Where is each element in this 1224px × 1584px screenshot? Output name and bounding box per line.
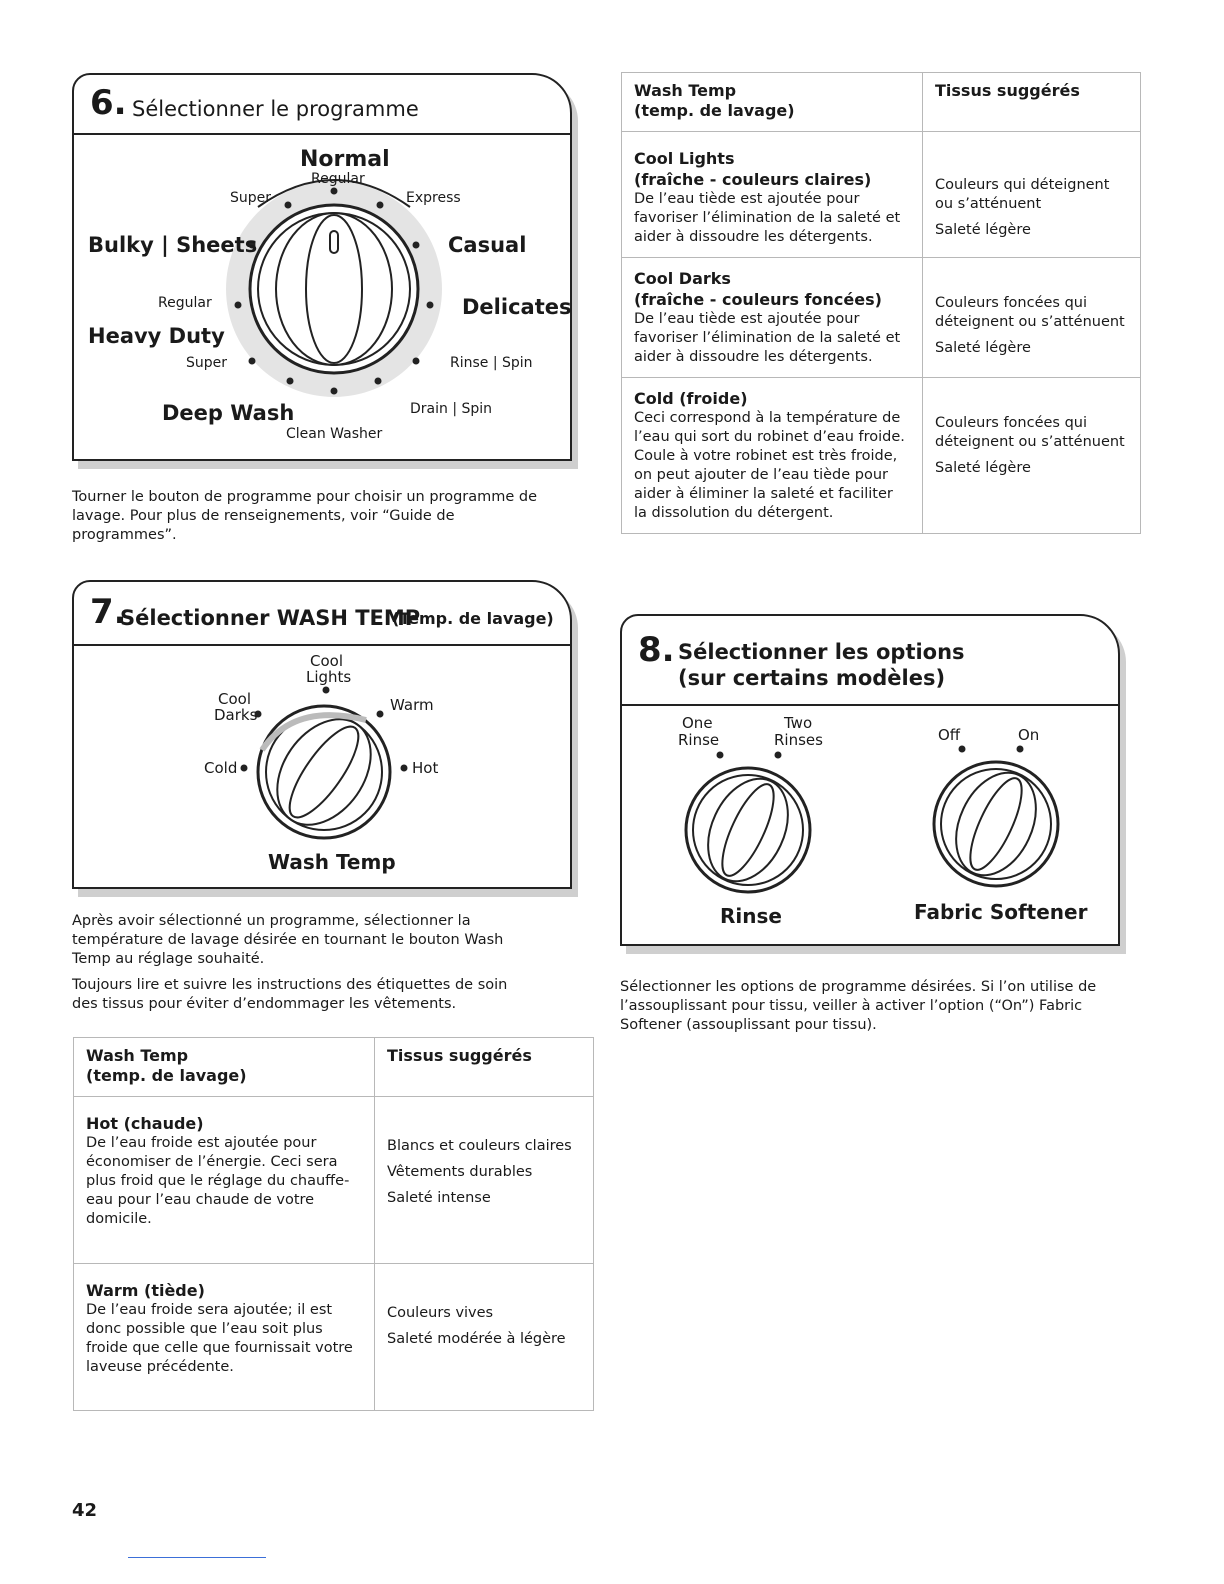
dial-super-left-label: Super: [186, 355, 228, 371]
table-row: [74, 1264, 594, 1411]
rinse-one-label-2: Rinse: [678, 731, 720, 749]
rinse-two-label-2: Rinses: [774, 731, 823, 749]
fabric-item: Couleurs foncées qui déteignent ou s’atténuent: [935, 295, 1125, 330]
softener-off-label: Off: [938, 726, 961, 744]
rinse-knob-dots: [712, 748, 812, 762]
fabric-item: Blancs et couleurs claires: [387, 1138, 572, 1154]
dial-regular-left-label: Regular: [158, 295, 212, 311]
row-text: Ceci correspond à la température de l’eau qui sort du robinet d’eau froide. Coule à votre robinet est très froide, on peut ajouter de l’eau tiède pour aider à éliminer la saleté et faciliter la dissolution du détergent.: [634, 410, 905, 521]
dial-clean-washer-label: Clean Washer: [286, 426, 383, 442]
softener-on-label: On: [1018, 726, 1040, 744]
header-wash-temp-1: Wash Temp: [86, 1046, 189, 1065]
table-cell-fabrics: [375, 1264, 594, 1411]
fabric-softener-knob: [926, 758, 1066, 888]
dial-casual-label: Casual: [448, 233, 527, 257]
fabric-softener-knob-label: Fabric Softener: [914, 900, 1088, 924]
table-row: [622, 258, 1141, 378]
table-cell-temp: [74, 1264, 375, 1411]
step-7-title-suffix: (Temp. de lavage): [392, 609, 554, 628]
row-title-1: Cool Lights: [634, 149, 735, 168]
row-title-2: (fraîche - couleurs foncées): [634, 290, 882, 309]
table-header-wash-temp: [74, 1038, 375, 1097]
step-8-number: 8.: [638, 630, 675, 670]
dial-cool-darks-label-1: Cool: [218, 690, 251, 708]
row-title: Hot (chaude): [86, 1114, 204, 1133]
step-8-title-1: Sélectionner les options: [678, 640, 965, 664]
rinse-knob: [678, 764, 818, 894]
table-row: [622, 132, 1141, 258]
table-header-fabrics: [375, 1038, 594, 1097]
dial-hot-label: Hot: [412, 759, 439, 777]
footer-rule: [128, 1557, 266, 1558]
header-wash-temp-1: Wash Temp: [634, 81, 737, 100]
step-6-title: Sélectionner le programme: [132, 97, 419, 121]
step-6-description: Tourner le bouton de programme pour choisir un programme de lavage. Pour plus de renseignements, voir “Guide de programmes”.: [72, 489, 538, 543]
row-text: De l’eau tiède est ajoutée pour favoriser l’élimination de la saleté et aider à dissoudre les détergents.: [634, 191, 901, 245]
fabric-item: Saleté modérée à légère: [387, 1331, 566, 1347]
dial-cool-lights-label-1: Cool: [310, 652, 343, 670]
step-7-text: [72, 912, 522, 1021]
table-header-row: [74, 1038, 594, 1097]
table-cell-fabrics: [923, 378, 1141, 534]
step-8-header: [622, 616, 1118, 706]
step-8-panel: [620, 614, 1120, 946]
header-wash-temp-2: (temp. de lavage): [634, 101, 795, 120]
dial-normal-label: Normal: [300, 147, 390, 172]
row-title: Warm (tiède): [86, 1281, 205, 1300]
fabric-item: Couleurs vives: [387, 1305, 494, 1321]
fabric-item: Vêtements durables: [387, 1164, 533, 1180]
row-title-2: (fraîche - couleurs claires): [634, 170, 872, 189]
row-title-1: Cool Darks: [634, 269, 731, 288]
dial-regular-top-label: Regular: [311, 171, 365, 187]
dial-cool-lights-label-2: Lights: [306, 668, 352, 686]
step-8-description: Sélectionner les options de programme désirées. Si l’on utilise de l’assouplissant pour tissu, veiller à activer l’option (“On”) Fabric Softener (assouplissant pour tissu).: [620, 979, 1097, 1033]
page-number: 42: [72, 1500, 98, 1521]
step-6-number: 6.: [90, 83, 127, 123]
step-6-panel: [72, 73, 572, 461]
step-7-paragraph-1: Après avoir sélectionné un programme, sélectionner la température de lavage désirée en tournant le bouton Wash Temp au réglage souhaité.: [72, 913, 504, 967]
header-fabrics: Tissus suggérés: [935, 81, 1080, 100]
wash-temp-dial-label: Wash Temp: [268, 850, 396, 874]
table-cell-fabrics: [375, 1097, 594, 1264]
table-header-row: [622, 73, 1141, 132]
dial-bulky-label: Bulky | Sheets: [88, 233, 258, 257]
table-cell-temp: [74, 1097, 375, 1264]
dial-drain-spin-label: Drain | Spin: [410, 401, 493, 417]
fabric-item: Couleurs qui déteignent ou s’atténuent: [935, 177, 1110, 212]
table-header-wash-temp: [622, 73, 923, 132]
step-7-number: 7.: [90, 592, 127, 632]
wash-temp-table-left: [73, 1037, 594, 1411]
step-8-title-2: (sur certains modèles): [678, 666, 946, 690]
table-cell-temp: [622, 378, 923, 534]
step-7-paragraph-2: Toujours lire et suivre les instructions des étiquettes de soin des tissus pour éviter d’endommager les vêtements.: [72, 977, 508, 1012]
fabric-item: Saleté légère: [935, 340, 1031, 356]
table-cell-temp: [622, 132, 923, 258]
dial-super-top-label: Super: [230, 190, 272, 206]
dial-cool-darks-label-2: Darks: [214, 706, 258, 724]
wash-temp-table-right: [621, 72, 1141, 534]
dial-warm-label: Warm: [390, 696, 434, 714]
step-6-header: [74, 75, 570, 135]
table-header-fabrics: [923, 73, 1141, 132]
dial-delicates-label: Delicates: [462, 295, 572, 319]
table-cell-fabrics: [923, 258, 1141, 378]
table-row: [622, 378, 1141, 534]
header-fabrics: Tissus suggérés: [387, 1046, 532, 1065]
row-title-1: Cold (froide): [634, 389, 748, 408]
header-wash-temp-2: (temp. de lavage): [86, 1066, 247, 1085]
table-row: [74, 1097, 594, 1264]
dial-rinse-spin-label: Rinse | Spin: [450, 355, 533, 371]
rinse-two-label-1: Two: [784, 714, 813, 732]
fabric-item: Couleurs foncées qui déteignent ou s’atténuent: [935, 415, 1125, 450]
fabric-item: Saleté intense: [387, 1190, 491, 1206]
dial-express-label: Express: [406, 190, 461, 206]
rinse-one-label-1: One: [682, 714, 713, 732]
table-cell-fabrics: [923, 132, 1141, 258]
row-text: De l’eau froide est ajoutée pour économiser de l’énergie. Ceci sera plus froid que le réglage du chauffe-eau pour l’eau chaude de votre domicile.: [86, 1135, 350, 1227]
dial-heavy-duty-label: Heavy Duty: [88, 324, 225, 348]
row-text: De l’eau froide sera ajoutée; il est donc possible que l’eau soit plus froide que celle que fournissait votre laveuse précédente.: [86, 1302, 353, 1375]
fabric-item: Saleté légère: [935, 222, 1031, 238]
dial-cold-label: Cold: [204, 759, 238, 777]
fabric-item: Saleté légère: [935, 460, 1031, 476]
table-cell-temp: [622, 258, 923, 378]
step-7-panel: [72, 580, 572, 889]
step-7-title: Sélectionner WASH TEMP: [120, 606, 421, 630]
step-7-header: [74, 582, 570, 646]
dial-deep-wash-label: Deep Wash: [162, 401, 295, 425]
row-text: De l’eau tiède est ajoutée pour favoriser l’élimination de la saleté et aider à dissoudre les détergents.: [634, 311, 901, 365]
fabric-softener-knob-dots: [954, 742, 1034, 756]
rinse-knob-label: Rinse: [720, 904, 782, 928]
